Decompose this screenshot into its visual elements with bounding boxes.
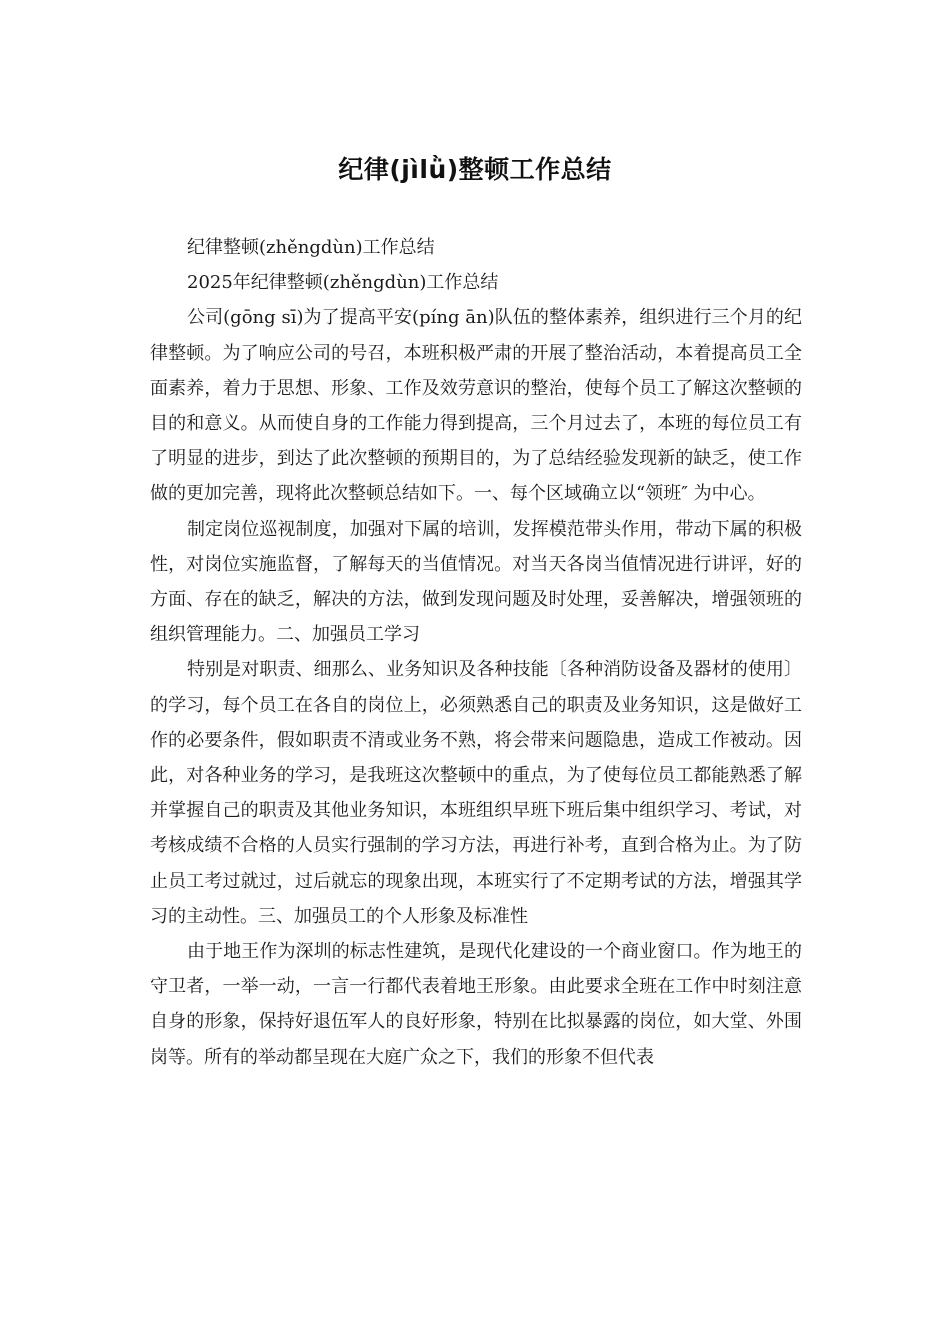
paragraph-year-heading: 2025年纪律整顿(zhěngdùn)工作总结 <box>187 272 499 294</box>
document-body <box>150 230 802 1075</box>
paragraph: 公司(gōng sī)为了提高平安(píng ān)队伍的整体素养，组织进行三个月的纪律整顿。为了响应公司的号召，本班积极严肃的开展了整治活动，本着提高员工全面素养，着力于思想、形象、工作及效劳意识的整治，使每个员工了解这次整顿的目的和意义。从而使自身的工作能力得到提高，三个月过去了，本班的每位员工有了明显的进步，到达了此次整顿的预期目的，为了总结经验发现新的缺乏，使工作做的更加完善，现将此次整顿总结如下。一、每个区域确立以“领班″ 为中心。 <box>150 307 802 505</box>
document-title: 纪律(jìlǜ)整顿工作总结 <box>338 155 612 184</box>
paragraph: 由于地王作为深圳的标志性建筑，是现代化建设的一个商业窗口。作为地王的守卫者，一举一动，一言一行都代表着地王形象。由此要求全班在工作中时刻注意自身的形象，保持好退伍军人的良好形象，特别在比拟暴露的岗位，如大堂、外围岗等。所有的举动都呈现在大庭广众之下，我们的形象不但代表 <box>150 941 802 1068</box>
paragraph: 制定岗位巡视制度，加强对下属的培训，发挥模范带头作用，带动下属的积极性，对岗位实施监督，了解每天的当值情况。对当天各岗当值情况进行讲评，好的方面、存在的缺乏，解决的方法，做到发现问题及时处理，妥善解决，增强领班的组织管理能力。二、加强员工学习 <box>150 518 802 646</box>
paragraph-subtitle: 纪律整顿(zhěngdùn)工作总结 <box>187 237 435 258</box>
paragraph: 特别是对职责、细那么、业务知识及各种技能〔各种消防设备及器材的使用〕的学习，每个员工在各自的岗位上，必须熟悉自己的职责及业务知识，这是做好工作的必要条件，假如职责不清或业务不熟，将会带来问题隐患，造成工作被动。因此，对各种业务的学习，是我班这次整顿中的重点，为了使每位员工都能熟悉了解并掌握自己的职责及其他业务知识，本班组织早班下班后集中组织学习、考试，对考核成绩不合格的人员实行强制的学习方法，再进行补考，直到合格为止。为了防止员工考过就过，过后就忘的现象出现，本班实行了不定期考试的方法，增强其学习的主动性。三、加强员工的个人形象及标准性 <box>150 659 802 927</box>
